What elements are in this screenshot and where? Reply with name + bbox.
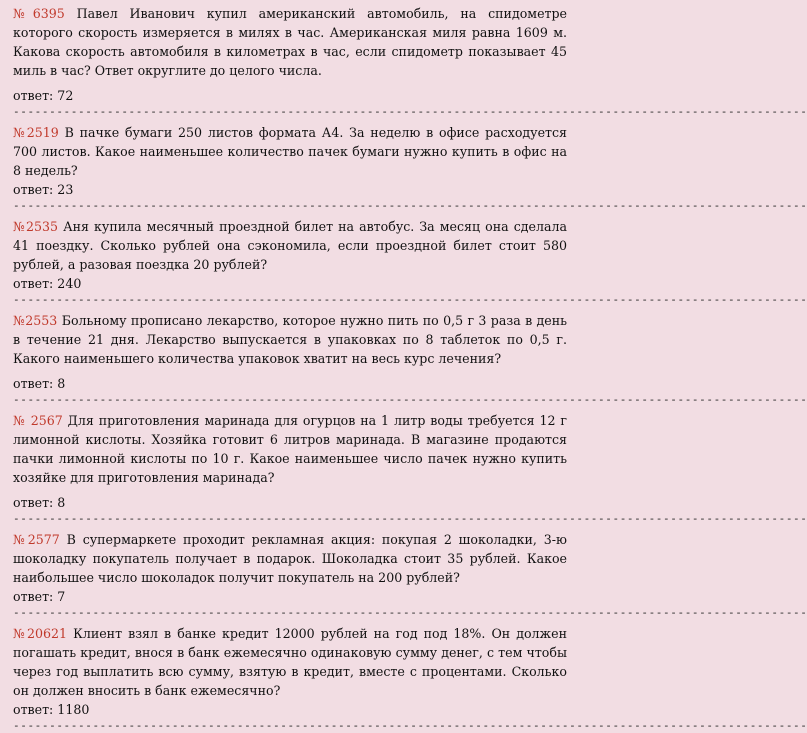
problem-number: №2553: [13, 313, 58, 328]
problem-text: [13, 411, 567, 487]
separator-line: --------------------------------------------------------------------------------------------------------------: [13, 105, 807, 118]
problem-answer: ответ: 23: [13, 182, 74, 197]
problem-item: [13, 624, 567, 719]
problem-body: Больному прописано лекарство, которое нужно пить по 0,5 г 3 раза в день в течение 21 дня. Лекарство выпускается в упаковках по 8 таблеток по 0,5 г. Какого наименьшего количества упаковок хватит на весь курс лечения?: [13, 313, 567, 366]
problem-item: [13, 217, 567, 293]
separator-line: --------------------------------------------------------------------------------------------------------------: [13, 512, 807, 525]
problem-number: № 2567: [13, 413, 63, 428]
separator-line: --------------------------------------------------------------------------------------------------------------: [13, 293, 807, 306]
problem-number: №6395: [13, 6, 65, 21]
problem-item: [13, 530, 567, 606]
problem-answer: ответ: 72: [13, 88, 74, 103]
problem-body: Павел Иванович купил американский автомобиль, на спидометре которого скорость измеряется в милях в час. Американская миля равна 1609 м. Какова скорость автомобиля в километрах в час, если спидометр показывает 45 миль в час? Ответ округлите до целого числа.: [13, 6, 568, 78]
problem-number: №20621: [13, 626, 68, 641]
problem-text: [13, 530, 567, 587]
problem-answer: ответ: 8: [13, 376, 66, 391]
problem-answer: ответ: 7: [13, 589, 66, 604]
problem-answer: ответ: 8: [13, 495, 66, 510]
problem-body: В супермаркете проходит рекламная акция: покупая 2 шоколадки, 3-ю шоколадку покупатель получает в подарок. Шоколадка стоит 35 рублей. Какое наибольшее число шоколадок получит покупатель на 200 рублей?: [13, 532, 567, 585]
problem-body: Для приготовления маринада для огурцов на 1 литр воды требуется 12 г лимонной кислоты. Хозяйка готовит 6 литров маринада. В магазине продаются пачки лимонной кислоты по 10 г. Какое наименьшее число пачек нужно купить хозяйке для приготовления маринада?: [13, 413, 567, 485]
problem-item: [13, 4, 567, 105]
problem-item: [13, 311, 567, 393]
problem-text: [13, 217, 567, 274]
separator-line: --------------------------------------------------------------------------------------------------------------: [13, 199, 807, 212]
problem-answer: ответ: 240: [13, 276, 82, 291]
problem-answer: ответ: 1180: [13, 702, 90, 717]
problem-number: №2535: [13, 219, 59, 234]
separator-line: --------------------------------------------------------------------------------------------------------------: [13, 606, 807, 619]
problem-text: [13, 311, 567, 368]
problem-text: [13, 624, 567, 700]
problem-item: [13, 411, 567, 512]
separator-line: --------------------------------------------------------------------------------------------------------------: [13, 393, 807, 406]
separator-line: --------------------------------------------------------------------------------------------------------------: [13, 719, 807, 732]
problem-body: Клиент взял в банке кредит 12000 рублей на год под 18%. Он должен погашать кредит, внося в банк ежемесячно одинаковую сумму денег, с тем чтобы через год выплатить всю сумму, взятую в кредит, вместе с процентами. Сколько он должен вносить в банк ежемесячно?: [13, 626, 567, 698]
problem-number: №2519: [13, 125, 59, 140]
problem-number: №2577: [13, 532, 60, 547]
problem-text: [13, 123, 567, 180]
problem-item: [13, 123, 567, 199]
problem-body: Аня купила месячный проездной билет на автобус. За месяц она сделала 41 поездку. Сколько рублей она сэкономила, если проездной билет стоит 580 рублей, а разовая поездка 20 рублей?: [13, 219, 567, 272]
problem-body: В пачке бумаги 250 листов формата А4. За неделю в офисе расходуется 700 листов. Какое наименьшее количество пачек бумаги нужно купить в офис на 8 недель?: [13, 125, 568, 178]
problem-text: [13, 4, 567, 80]
